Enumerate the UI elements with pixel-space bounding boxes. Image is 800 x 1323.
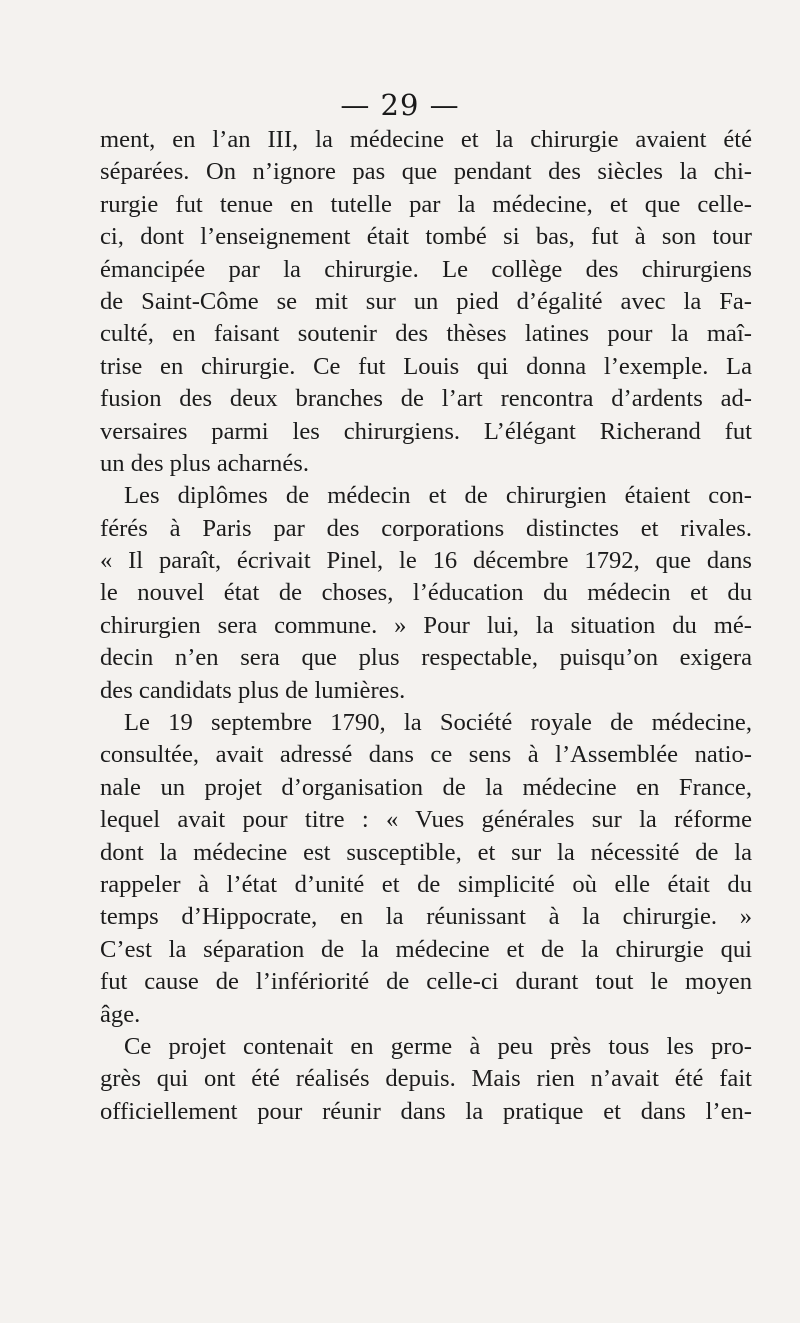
text-line: âge.: [100, 1000, 141, 1028]
text-line: des candidats plus de lumières.: [100, 676, 406, 704]
text-line: ci, dont l’enseignement était tombé si bas, fut à son tour: [100, 223, 752, 251]
text-line: consultée, avait adressé dans ce sens à l’Assemblée natio-: [100, 741, 752, 769]
text-line: rappeler à l’état d’unité et de simplicité où elle était du: [100, 870, 752, 898]
text-line: « Il paraît, écrivait Pinel, le 16 décembre 1792, que dans: [100, 547, 752, 575]
text-line: versaires parmi les chirurgiens. L’élégant Richerand fut: [100, 417, 752, 445]
text-line: lequel avait pour titre : « Vues générales sur la réforme: [100, 806, 752, 834]
text-line: un des plus acharnés.: [100, 449, 309, 477]
body-text: [100, 124, 752, 1128]
text-line: Les diplômes de médecin et de chirurgien étaient con-: [124, 482, 752, 510]
text-line: trise en chirurgie. Ce fut Louis qui donna l’exemple. La: [100, 352, 752, 380]
text-line: ment, en l’an III, la médecine et la chirurgie avaient été: [100, 126, 752, 153]
text-line: dont la médecine est susceptible, et sur la nécessité de la: [100, 838, 752, 866]
text-line: émancipée par la chirurgie. Le collège des chirurgiens: [100, 255, 752, 283]
text-line: culté, en faisant soutenir des thèses latines pour la maî-: [100, 320, 752, 348]
text-line: rurgie fut tenue en tutelle par la médecine, et que celle-: [100, 190, 752, 218]
text-line: fut cause de l’infériorité de celle-ci durant tout le moyen: [100, 968, 752, 996]
page-number: — 29 —: [340, 88, 460, 122]
text-line: fusion des deux branches de l’art rencontra d’ardents ad-: [100, 385, 752, 413]
text-line: C’est la séparation de la médecine et de la chirurgie qui: [100, 935, 752, 963]
text-line: Le 19 septembre 1790, la Société royale de médecine,: [124, 709, 752, 737]
text-line: Ce projet contenait en germe à peu près tous les pro-: [124, 1032, 752, 1060]
text-line: de Saint-Côme se mit sur un pied d’égalité avec la Fa-: [100, 287, 752, 315]
text-line: séparées. On n’ignore pas que pendant des siècles la chi-: [100, 158, 752, 186]
text-line: nale un projet d’organisation de la médecine en France,: [100, 773, 752, 801]
text-line: officiellement pour réunir dans la pratique et dans l’en-: [100, 1097, 752, 1125]
text-line: grès qui ont été réalisés depuis. Mais rien n’avait été fait: [100, 1065, 752, 1093]
text-line: férés à Paris par des corporations distinctes et rivales.: [100, 514, 752, 542]
text-line: temps d’Hippocrate, en la réunissant à la chirurgie. »: [100, 903, 752, 931]
text-line: decin n’en sera que plus respectable, puisqu’on exigera: [100, 644, 752, 672]
text-line: le nouvel état de choses, l’éducation du médecin et du: [100, 579, 752, 607]
text-line: chirurgien sera commune. » Pour lui, la situation du mé-: [100, 611, 752, 639]
